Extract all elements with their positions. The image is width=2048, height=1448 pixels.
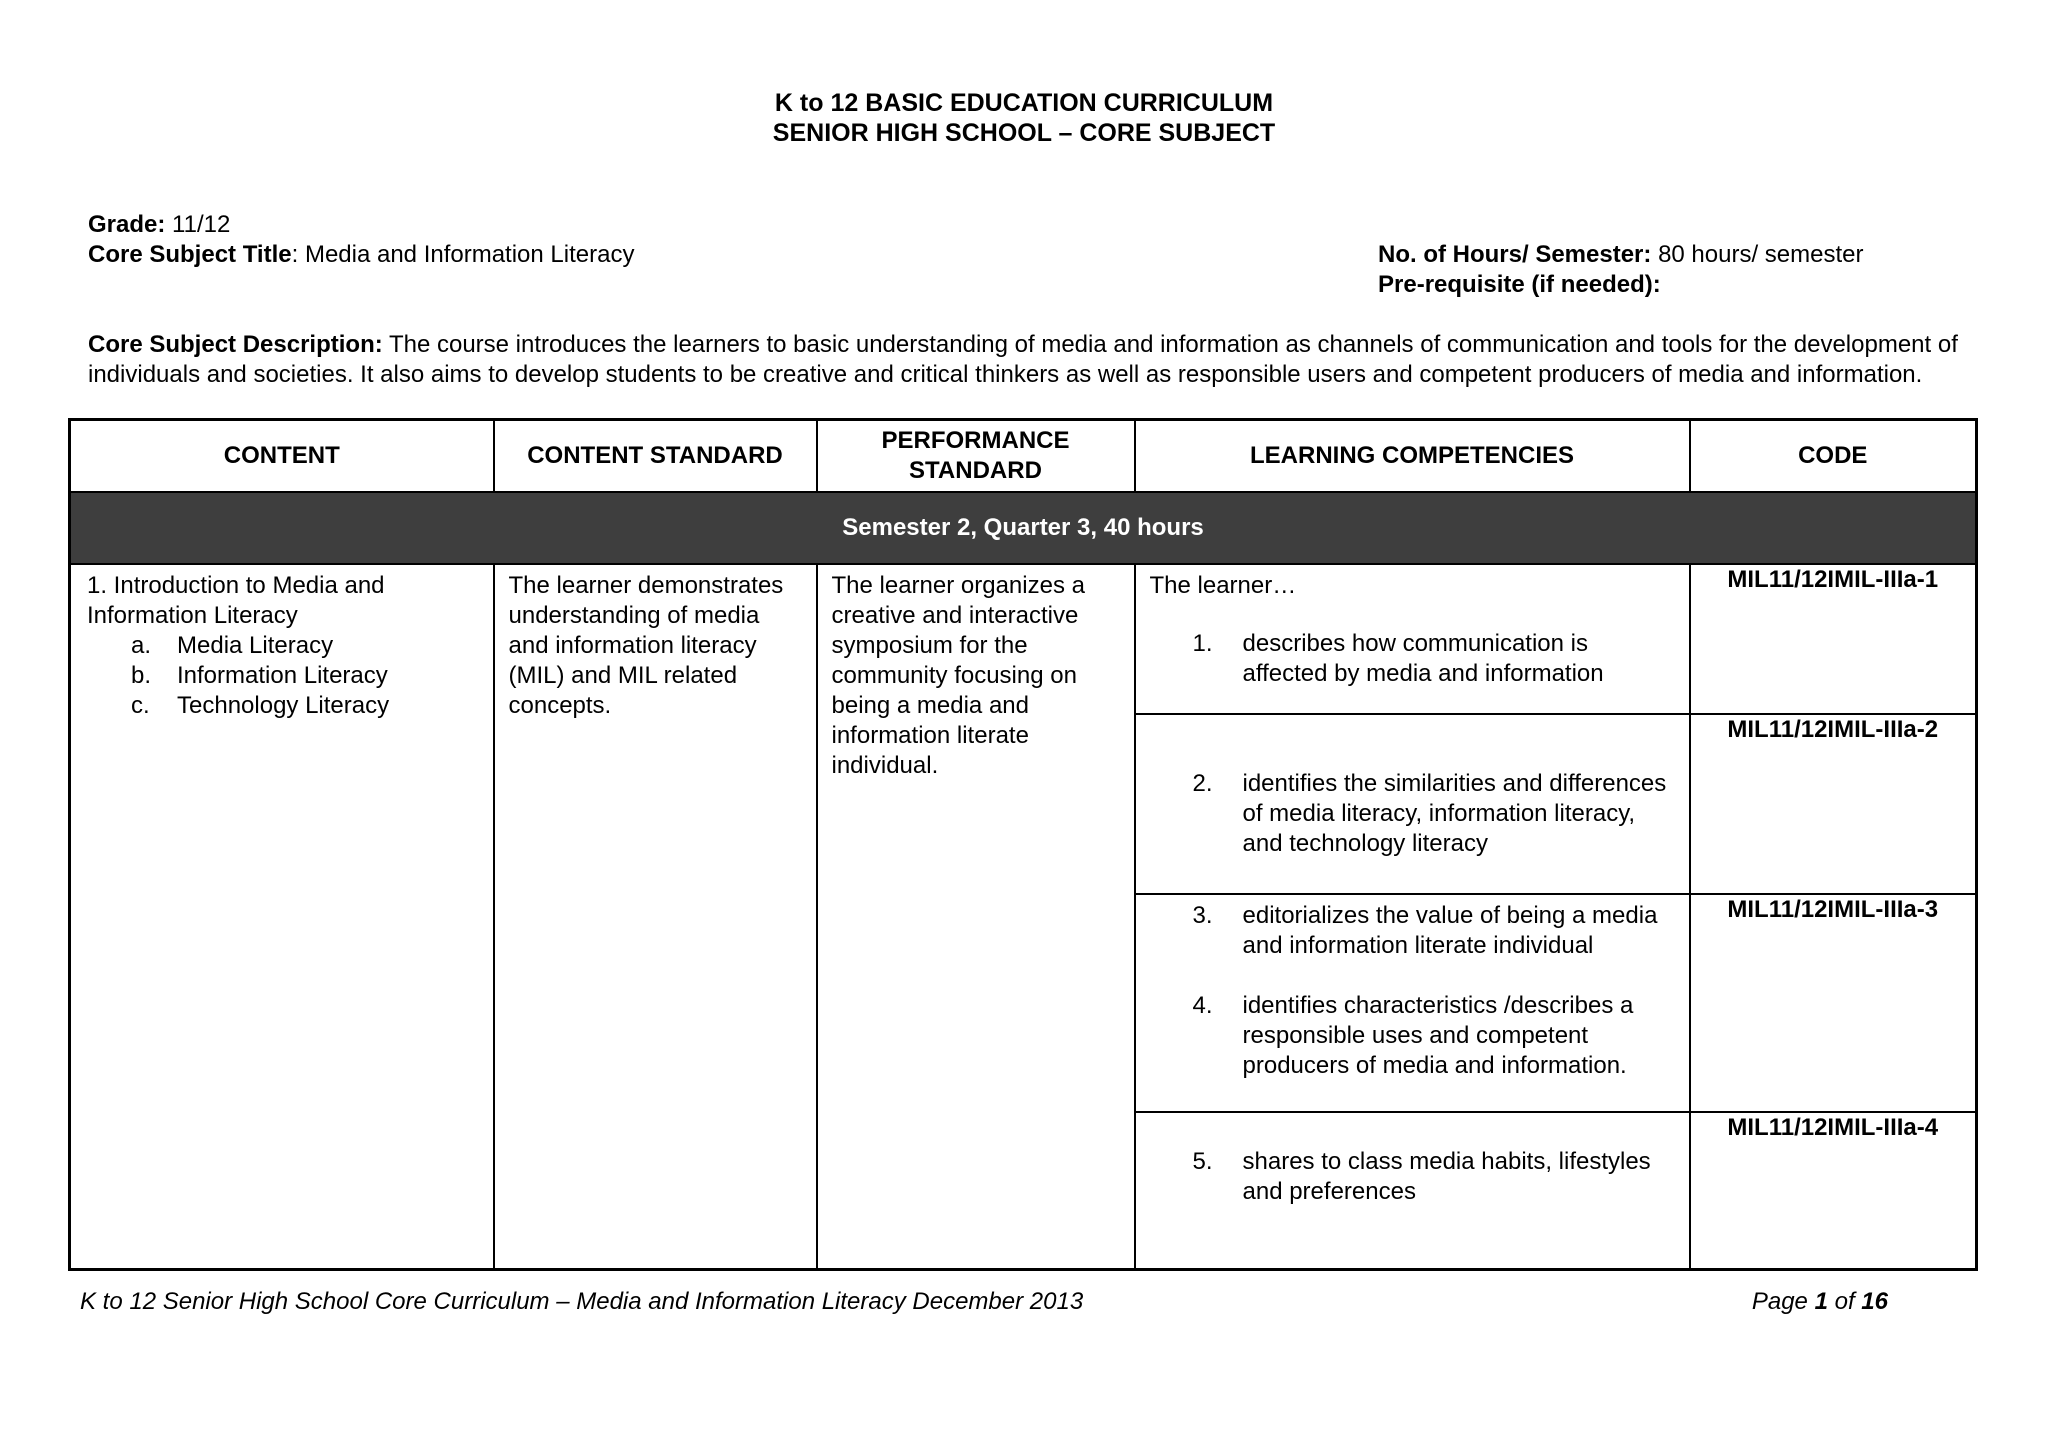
semester-banner: Semester 2, Quarter 3, 40 hours bbox=[70, 492, 1977, 564]
hours-line bbox=[1378, 240, 1864, 270]
footer-page-indicator bbox=[1752, 1287, 1888, 1317]
subject-description bbox=[60, 330, 1960, 390]
competency-text: shares to class media habits, lifestyles and preferences bbox=[1242, 1147, 1651, 1205]
learning-competency-cell-4 bbox=[1135, 1112, 1690, 1270]
content-subitem-marker: c. bbox=[131, 691, 150, 719]
competency-text: editorializes the value of being a media and information literate individual bbox=[1242, 901, 1658, 959]
curriculum-table bbox=[68, 418, 1978, 1271]
competency-item bbox=[1193, 629, 1675, 689]
code-cell-4: MIL11/12IMIL-IIIa-4 bbox=[1690, 1112, 1977, 1270]
content-standard-cell: The learner demonstrates understanding of media and information literacy (MIL) and MIL related concepts. bbox=[494, 564, 817, 1270]
code-cell-1: MIL11/12IMIL-IIIa-1 bbox=[1690, 564, 1977, 714]
header-code: CODE bbox=[1690, 420, 1977, 492]
subject-description-text: The course introduces the learners to basic understanding of media and information as channels of communication and tools for the development of individuals and societies. It also aims to develop students to be creative and critical thinkers as well as responsible users and competent producers of media and information. bbox=[88, 331, 1958, 388]
competency-number: 3. bbox=[1192, 901, 1213, 929]
document-title: K to 12 BASIC EDUCATION CURRICULUM bbox=[774, 89, 1274, 117]
competencies-intro: The learner… bbox=[1149, 571, 1297, 599]
content-topic: 1. Introduction to Media and Information Literacy bbox=[87, 571, 385, 629]
hours-label: No. of Hours/ Semester: bbox=[1378, 241, 1652, 268]
content-subitem bbox=[131, 691, 479, 721]
subject-description-label: Core Subject Description: bbox=[88, 331, 383, 358]
competency-item bbox=[1193, 1147, 1675, 1207]
subject-title-label: Core Subject Title bbox=[88, 241, 292, 268]
content-subitem bbox=[131, 661, 479, 691]
content-subitem bbox=[131, 631, 479, 661]
document-subtitle: SENIOR HIGH SCHOOL – CORE SUBJECT bbox=[772, 119, 1276, 147]
header-performance-standard: PERFORMANCE STANDARD bbox=[817, 420, 1135, 492]
competency-number: 5. bbox=[1192, 1147, 1213, 1175]
subject-title-value: : Media and Information Literacy bbox=[291, 241, 635, 268]
code-cell-2: MIL11/12IMIL-IIIa-2 bbox=[1690, 714, 1977, 894]
footer-of-label: of bbox=[1834, 1288, 1855, 1315]
footer-page-number: 1 bbox=[1814, 1288, 1828, 1315]
competency-number: 4. bbox=[1192, 991, 1213, 1019]
grade-value: 11/12 bbox=[172, 211, 231, 238]
competency-item bbox=[1193, 769, 1675, 859]
document-title-block bbox=[60, 88, 1988, 148]
competency-item bbox=[1193, 901, 1675, 961]
semester-banner-row bbox=[70, 492, 1977, 564]
header-content-standard: CONTENT STANDARD bbox=[494, 420, 817, 492]
competency-text: describes how communication is affected by media and information bbox=[1242, 629, 1604, 687]
header-learning-competencies: LEARNING COMPETENCIES bbox=[1135, 420, 1690, 492]
footer-document-name: K to 12 Senior High School Core Curriculum – Media and Information Literacy December 2013 bbox=[80, 1288, 1084, 1315]
page-footer bbox=[60, 1287, 1988, 1317]
grade-line bbox=[88, 210, 1988, 240]
code-cell-3: MIL11/12IMIL-IIIa-3 bbox=[1690, 894, 1977, 1112]
competency-number: 1. bbox=[1192, 629, 1213, 657]
content-cell bbox=[70, 564, 494, 1270]
competency-text: identifies the similarities and differences of media literacy, information literacy, and technology literacy bbox=[1242, 769, 1667, 857]
content-subitem-text: Information Literacy bbox=[177, 661, 388, 689]
hours-value: 80 hours/ semester bbox=[1658, 241, 1864, 268]
learning-competency-cell-3 bbox=[1135, 894, 1690, 1112]
learning-competency-cell-1 bbox=[1135, 564, 1690, 714]
footer-page-label: Page bbox=[1751, 1288, 1808, 1315]
content-subitem-marker: b. bbox=[131, 661, 152, 689]
table-header-row bbox=[70, 420, 1977, 492]
content-subitem-text: Technology Literacy bbox=[177, 691, 390, 719]
grade-label: Grade: bbox=[88, 211, 166, 238]
learning-competency-cell-2 bbox=[1135, 714, 1690, 894]
content-subitem-text: Media Literacy bbox=[177, 631, 334, 659]
competency-text: identifies characteristics /describes a responsible uses and competent producers of media and information. bbox=[1242, 991, 1634, 1079]
table-row bbox=[70, 564, 1977, 714]
header-content: CONTENT bbox=[70, 420, 494, 492]
footer-page-total: 16 bbox=[1861, 1288, 1888, 1315]
content-subitem-marker: a. bbox=[131, 631, 152, 659]
prerequisite-line bbox=[1378, 270, 1864, 300]
competency-number: 2. bbox=[1192, 769, 1213, 797]
subject-meta bbox=[60, 210, 1988, 298]
competency-item bbox=[1193, 991, 1675, 1081]
hours-block bbox=[1378, 240, 1864, 300]
performance-standard-cell: The learner organizes a creative and interactive symposium for the community focusing on being a media and information literate individual. bbox=[817, 564, 1135, 1270]
prerequisite-label: Pre-requisite (if needed): bbox=[1378, 271, 1661, 298]
